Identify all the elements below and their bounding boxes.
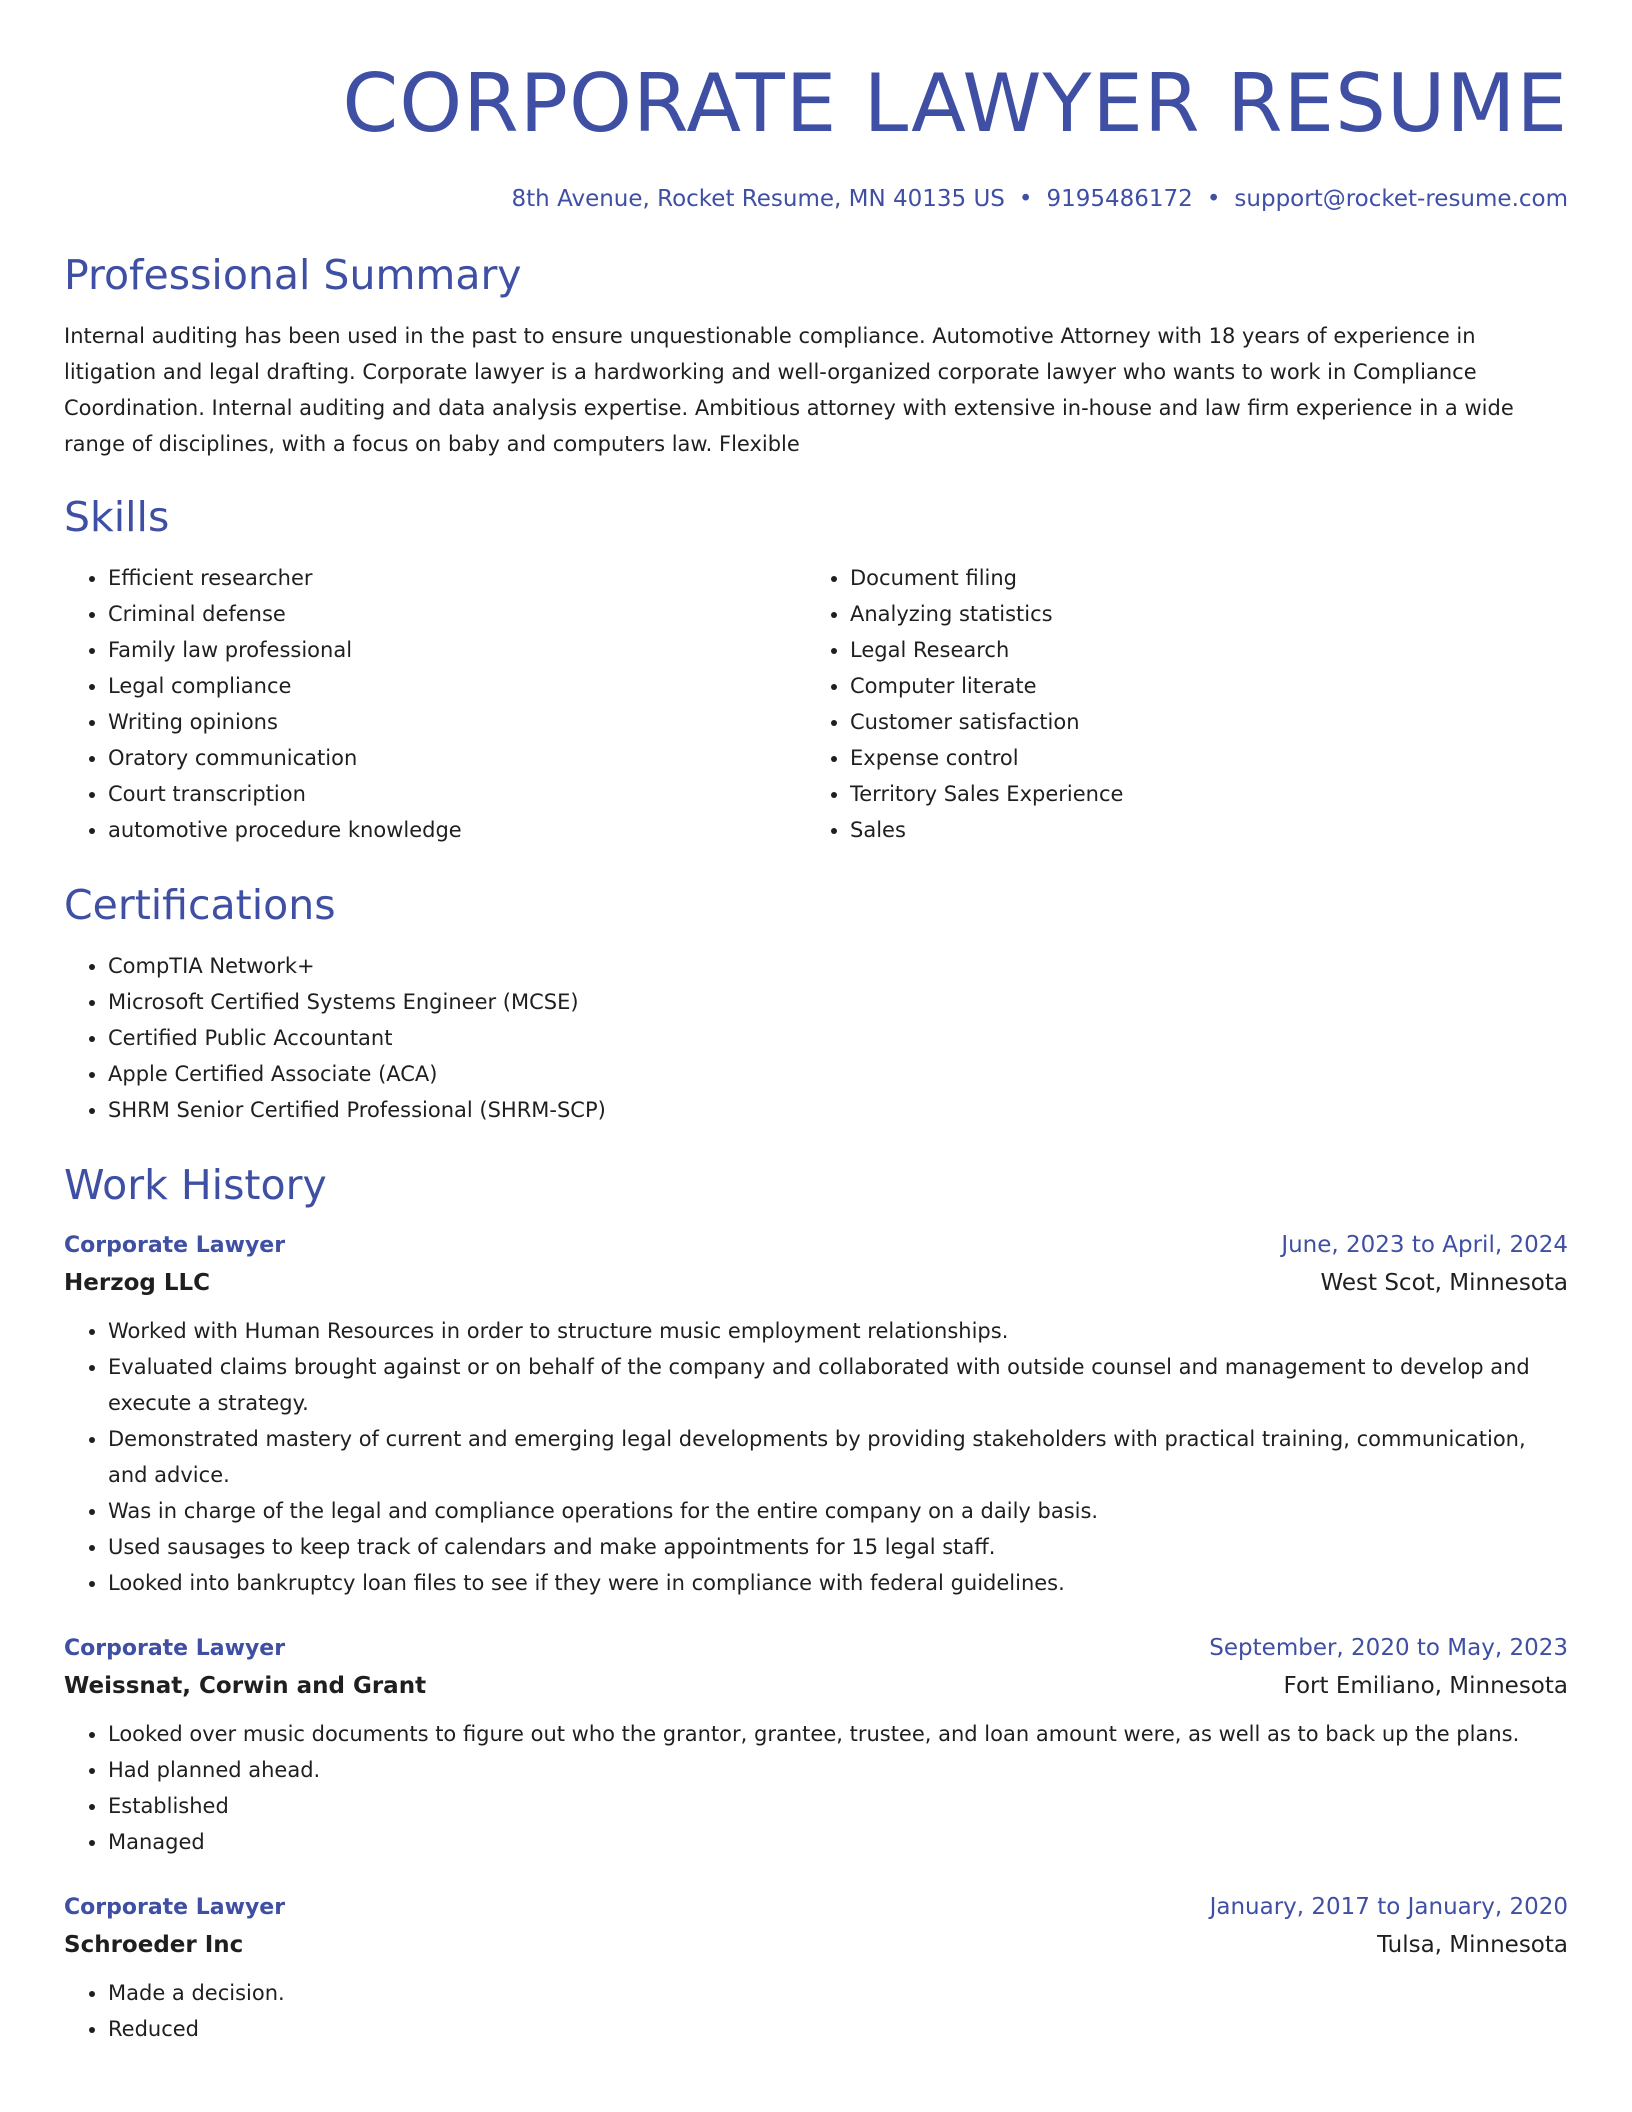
job-bullet: • Made a decision.	[108, 1975, 1568, 2011]
job-company-row	[64, 1666, 1568, 1706]
skills-column-right	[806, 560, 1548, 848]
certifications-heading: Certifications	[64, 881, 336, 929]
job-title: Corporate Lawyer	[64, 1895, 286, 1920]
job-bullets	[64, 1716, 1568, 1860]
job-bullets	[64, 1313, 1568, 1601]
contact-line	[64, 184, 1568, 214]
job-dates: January, 2017 to January, 2020	[1209, 1894, 1568, 1920]
job-company: Herzog LLC	[64, 1270, 211, 1296]
certification-item: • Microsoft Certified Systems Engineer (MCSE)	[108, 984, 1568, 1020]
job-dates: June, 2023 to April, 2024	[1281, 1232, 1568, 1258]
job-entry	[64, 1890, 1568, 2047]
job-title-row	[64, 1631, 1568, 1666]
work-history-section	[64, 1160, 1568, 2047]
job-bullet: • Worked with Human Resources in order to structure music employment relationships.	[108, 1313, 1568, 1349]
job-dates: September, 2020 to May, 2023	[1209, 1635, 1568, 1661]
certification-item: • Certified Public Accountant	[108, 1020, 1568, 1056]
job-bullet: • Demonstrated mastery of current and emerging legal developments by providing stakeholders with practical training, communication, and advice.	[108, 1421, 1568, 1493]
job-location: Tulsa, Minnesota	[1377, 1932, 1568, 1958]
job-bullet: • Looked over music documents to figure out who the grantor, grantee, trustee, and loan amount were, as well as to back up the plans.	[108, 1716, 1568, 1752]
summary-heading: Professional Summary	[64, 251, 522, 299]
certification-item: • CompTIA Network+	[108, 948, 1568, 984]
skills-heading: Skills	[64, 493, 170, 541]
skill-item: • Legal compliance	[108, 668, 806, 704]
certifications-list	[64, 948, 1568, 1128]
job-title-row	[64, 1890, 1568, 1925]
skills-grid	[64, 560, 1568, 848]
resume-title: CORPORATE LAWYER RESUME	[342, 57, 1568, 150]
job-title-row	[64, 1228, 1568, 1263]
skill-item: • Writing opinions	[108, 704, 806, 740]
skills-list-right	[806, 560, 1548, 848]
skill-item: • Criminal defense	[108, 596, 806, 632]
skill-item: • Legal Research	[850, 632, 1548, 668]
resume-header	[64, 56, 1568, 214]
contact-separator: •	[1206, 186, 1221, 212]
summary-text: Internal auditing has been used in the past to ensure unquestionable compliance. Automotive Attorney with 18 years of experience in litigation and legal drafting. Corporate lawyer is a hardworking and well-organized corporate lawyer who wants to work in Compliance Coordination. Internal auditing and data analysis expertise. Ambitious attorney with extensive in-house and law firm experience in a wide range of disciplines, with a focus on baby and computers law. Flexible	[64, 324, 1514, 456]
contact-separator: •	[1018, 186, 1033, 212]
skill-item: • Family law professional	[108, 632, 806, 668]
skill-item: • Oratory communication	[108, 740, 806, 776]
job-company-row	[64, 1925, 1568, 1965]
contact-address: 8th Avenue, Rocket Resume, MN 40135 US	[511, 186, 1005, 212]
skill-item: • Document filing	[850, 560, 1548, 596]
certifications-section	[64, 880, 1568, 1128]
job-bullet: • Established	[108, 1788, 1568, 1824]
job-company: Schroeder Inc	[64, 1932, 244, 1958]
skill-item: • automotive procedure knowledge	[108, 812, 806, 848]
skill-item: • Expense control	[850, 740, 1548, 776]
job-bullets	[64, 1975, 1568, 2047]
certification-item: • Apple Certified Associate (ACA)	[108, 1056, 1568, 1092]
skill-item: • Computer literate	[850, 668, 1548, 704]
skills-column-left	[64, 560, 806, 848]
contact-email: support@rocket-resume.com	[1234, 186, 1568, 212]
summary-section	[64, 250, 1568, 462]
job-location: West Scot, Minnesota	[1320, 1270, 1568, 1296]
skills-section	[64, 492, 1568, 848]
job-company-row	[64, 1263, 1568, 1303]
job-bullet: • Was in charge of the legal and compliance operations for the entire company on a daily basis.	[108, 1493, 1568, 1529]
job-entry	[64, 1228, 1568, 1601]
job-bullet: • Reduced	[108, 2011, 1568, 2047]
skill-item: • Customer satisfaction	[850, 704, 1548, 740]
job-title: Corporate Lawyer	[64, 1233, 286, 1258]
job-bullet: • Evaluated claims brought against or on behalf of the company and collaborated with outside counsel and management to develop and execute a strategy.	[108, 1349, 1568, 1421]
job-title: Corporate Lawyer	[64, 1636, 286, 1661]
job-company: Weissnat, Corwin and Grant	[64, 1673, 427, 1699]
skills-list-left	[64, 560, 806, 848]
certification-item: • SHRM Senior Certified Professional (SHRM-SCP)	[108, 1092, 1568, 1128]
skill-item: • Efficient researcher	[108, 560, 806, 596]
job-location: Fort Emiliano, Minnesota	[1283, 1673, 1568, 1699]
skill-item: • Analyzing statistics	[850, 596, 1548, 632]
skill-item: • Sales	[850, 812, 1548, 848]
job-bullet: • Looked into bankruptcy loan files to see if they were in compliance with federal guidelines.	[108, 1565, 1568, 1601]
skill-item: • Court transcription	[108, 776, 806, 812]
skill-item: • Territory Sales Experience	[850, 776, 1548, 812]
job-entry	[64, 1631, 1568, 1860]
work-history-heading: Work History	[64, 1161, 327, 1209]
job-bullet: • Used sausages to keep track of calendars and make appointments for 15 legal staff.	[108, 1529, 1568, 1565]
contact-phone: 9195486172	[1046, 186, 1193, 212]
job-bullet: • Had planned ahead.	[108, 1752, 1568, 1788]
job-bullet: • Managed	[108, 1824, 1568, 1860]
